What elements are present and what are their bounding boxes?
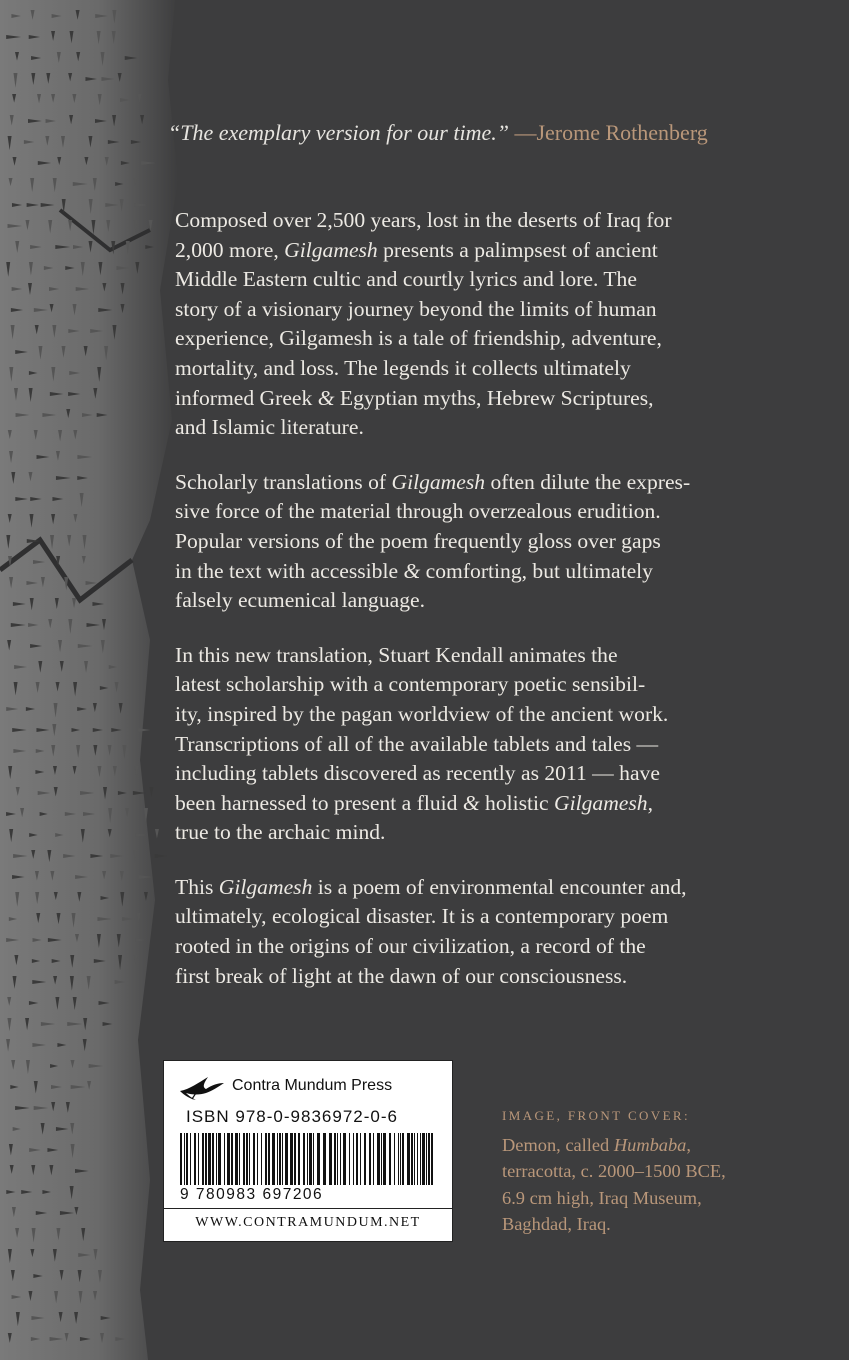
barcode-bar	[407, 1133, 410, 1185]
quote-text: “The exemplary version for our time.”	[168, 120, 509, 145]
text-line	[175, 557, 767, 587]
italic-text: &	[317, 385, 335, 410]
barcode-bar	[394, 1133, 395, 1185]
text-line	[175, 962, 767, 992]
barcode-bar	[208, 1133, 211, 1185]
barcode-bar	[377, 1133, 380, 1185]
barcode-bar	[253, 1133, 255, 1185]
text-run: been harnessed to present a fluid	[175, 790, 463, 815]
isbn-number: ISBN 978-0-9836972-0-6	[186, 1107, 398, 1126]
barcode-bar	[373, 1133, 374, 1185]
text-line	[175, 902, 767, 932]
barcode-bar	[186, 1133, 188, 1185]
publisher-website: WWW.CONTRAMUNDUM.NET	[195, 1215, 421, 1230]
barcode-bar	[343, 1133, 346, 1185]
barcode-bar	[337, 1133, 338, 1185]
text-line	[175, 932, 767, 962]
text-line	[175, 730, 767, 760]
text-run: sive force of the material through overzealous erudition.	[175, 499, 661, 524]
barcode-bar	[426, 1133, 427, 1185]
image-credit	[502, 1103, 822, 1238]
barcode-bar	[261, 1133, 262, 1185]
barcode-bar	[272, 1133, 275, 1185]
barcode-bar	[340, 1133, 341, 1185]
barcode-bar	[381, 1133, 382, 1185]
blurb-body	[175, 206, 767, 1016]
text-run: ,	[647, 790, 653, 815]
barcode-bar	[184, 1133, 185, 1185]
text-run: experience, Gilgamesh is a tale of friendship, adventure,	[175, 326, 662, 351]
text-run: 6.9 cm high, Iraq Museum,	[502, 1187, 702, 1208]
text-run: first break of light at the dawn of our consciousness.	[175, 963, 628, 988]
text-run: presents a palimpsest of ancient	[377, 237, 658, 262]
barcode-bar	[317, 1133, 320, 1185]
text-line	[175, 354, 767, 384]
text-run: rooted in the origins of our civilization, a record of the	[175, 934, 646, 959]
barcode-bar	[398, 1133, 399, 1185]
text-line	[175, 700, 767, 730]
text-run: is a poem of environmental encounter and,	[312, 874, 687, 899]
barcode-bar	[402, 1133, 404, 1185]
quote-attribution: —Jerome Rothenberg	[514, 120, 708, 145]
barcode-bar	[389, 1133, 391, 1185]
barcode-bar	[356, 1133, 358, 1185]
barcode-bar	[349, 1133, 350, 1185]
text-run: Egyptian myths, Hebrew Scriptures,	[334, 385, 654, 410]
barcode-bar	[298, 1133, 300, 1185]
text-run: Transcriptions of all of the available tablets and tales —	[175, 731, 659, 756]
barcode-bar	[400, 1133, 401, 1185]
text-run: falsely ecumenical language.	[175, 588, 426, 613]
text-run: Popular versions of the poem frequently gloss over gaps	[175, 528, 661, 553]
barcode-digits: 9 780983 697206	[180, 1186, 324, 1203]
text-run: 2,000 more,	[175, 237, 285, 262]
text-run: and Islamic literature.	[175, 415, 364, 440]
barcode-bar	[422, 1133, 425, 1185]
text-line	[502, 1185, 822, 1212]
barcode-bar	[414, 1133, 415, 1185]
text-line	[175, 265, 767, 295]
text-line	[175, 236, 767, 266]
text-run: ity, inspired by the pagan worldview of the ancient work.	[175, 701, 669, 726]
barcode-bar	[277, 1133, 278, 1185]
text-run: Scholarly translations of	[175, 469, 392, 494]
text-run: holistic	[479, 790, 555, 815]
barcode-bar	[294, 1133, 296, 1185]
italic-text: Humbaba	[613, 1134, 687, 1155]
barcode-bar	[190, 1133, 191, 1185]
barcode-bar	[360, 1133, 361, 1185]
text-run: Demon, called	[502, 1134, 614, 1155]
barcode-bar	[323, 1133, 326, 1185]
divider	[164, 1208, 452, 1209]
text-run: latest scholarship with a contemporary poetic sensibil-	[175, 672, 646, 697]
text-run: comforting, but ultimately	[420, 558, 653, 583]
italic-text: Gilgamesh	[554, 790, 648, 815]
blurb-paragraph	[175, 641, 767, 848]
barcode-panel	[163, 1060, 453, 1242]
text-line	[175, 789, 767, 819]
italic-text: &	[403, 558, 421, 583]
barcode-bar	[198, 1133, 199, 1185]
barcode-bar	[334, 1133, 336, 1185]
blurb-paragraph	[175, 468, 767, 616]
endorsement-quote	[168, 120, 808, 146]
text-line	[175, 413, 767, 443]
italic-text: Gilgamesh	[284, 237, 378, 262]
barcode-bar	[431, 1133, 433, 1185]
barcode-bar	[411, 1133, 413, 1185]
barcode-bar	[205, 1133, 207, 1185]
italic-text: Gilgamesh	[391, 469, 486, 494]
text-line	[175, 206, 767, 236]
barcode-bar	[417, 1133, 418, 1185]
barcode-bar	[282, 1133, 283, 1185]
barcode-bar	[218, 1133, 221, 1185]
text-line	[175, 497, 767, 527]
text-line	[175, 759, 767, 789]
barcode-bar	[265, 1133, 267, 1185]
text-run: In this new translation, Stuart Kendall animates the	[175, 642, 618, 667]
barcode-bar	[364, 1133, 366, 1185]
barcode-bar	[303, 1133, 305, 1185]
barcode-bar	[420, 1133, 421, 1185]
barcode-bar	[285, 1133, 288, 1185]
publisher-name: Contra Mundum Press	[232, 1077, 393, 1094]
barcode-bar	[227, 1133, 230, 1185]
barcode-bar	[383, 1133, 386, 1185]
barcode-bar	[216, 1133, 217, 1185]
barcode-bar	[369, 1133, 371, 1185]
text-run: ,	[686, 1134, 691, 1155]
text-run: ultimately, ecological disaster. It is a contemporary poem	[175, 904, 669, 929]
barcode-bar	[428, 1133, 430, 1185]
text-line	[175, 468, 767, 498]
text-run: mortality, and loss. The legends it collects ultimately	[175, 355, 631, 380]
text-line	[175, 384, 767, 414]
barcode-bar	[212, 1133, 214, 1185]
text-line	[502, 1211, 822, 1238]
barcode-bar	[180, 1133, 182, 1185]
barcode-bar	[279, 1133, 281, 1185]
barcode-bar	[235, 1133, 238, 1185]
text-line	[175, 641, 767, 671]
barcode-bar	[257, 1133, 258, 1185]
barcode-bar	[231, 1133, 233, 1185]
barcode-bar	[307, 1133, 308, 1185]
text-line	[175, 670, 767, 700]
barcode-bar	[239, 1133, 240, 1185]
barcode-bar	[243, 1133, 245, 1185]
text-line	[502, 1132, 822, 1159]
text-run: Middle Eastern cultic and courtly lyrics and lore. The	[175, 267, 637, 292]
barcode-icon	[180, 1133, 436, 1187]
text-line	[175, 818, 767, 848]
text-line	[502, 1158, 822, 1185]
publisher-row	[178, 1071, 392, 1101]
barcode-bar	[224, 1133, 225, 1185]
blurb-paragraph	[175, 206, 767, 443]
image-credit-label: IMAGE, FRONT COVER:	[502, 1108, 691, 1123]
text-line	[175, 586, 767, 616]
barcode-bar	[246, 1133, 248, 1185]
publisher-bird-logo-icon	[178, 1071, 226, 1101]
barcode-bar	[353, 1133, 354, 1185]
text-line	[175, 295, 767, 325]
barcode-bar	[313, 1133, 314, 1185]
text-run: true to the archaic mind.	[175, 820, 386, 845]
blurb-paragraph	[175, 873, 767, 991]
text-run: story of a visionary journey beyond the limits of human	[175, 296, 657, 321]
text-run: This	[175, 874, 219, 899]
text-line	[175, 324, 767, 354]
text-run: Composed over 2,500 years, lost in the deserts of Iraq for	[175, 208, 672, 232]
barcode-bar	[202, 1133, 204, 1185]
barcode-bar	[309, 1133, 312, 1185]
barcode-bar	[329, 1133, 332, 1185]
text-run: terracotta, c. 2000–1500 BCE,	[502, 1161, 726, 1181]
text-run: Baghdad, Iraq.	[502, 1214, 611, 1234]
text-run: including tablets discovered as recently as 2011 — have	[175, 761, 660, 786]
text-line	[175, 527, 767, 557]
text-line	[175, 873, 767, 903]
italic-text: &	[462, 790, 480, 815]
image-credit-lines	[502, 1132, 822, 1238]
barcode-bar	[290, 1133, 293, 1185]
barcode-bar	[194, 1133, 196, 1185]
text-run: informed Greek	[175, 385, 318, 410]
text-run: often dilute the expres-	[485, 469, 691, 494]
italic-text: Gilgamesh	[218, 874, 313, 899]
text-run: in the text with accessible	[175, 558, 404, 583]
barcode-bar	[268, 1133, 270, 1185]
barcode-bar	[249, 1133, 250, 1185]
